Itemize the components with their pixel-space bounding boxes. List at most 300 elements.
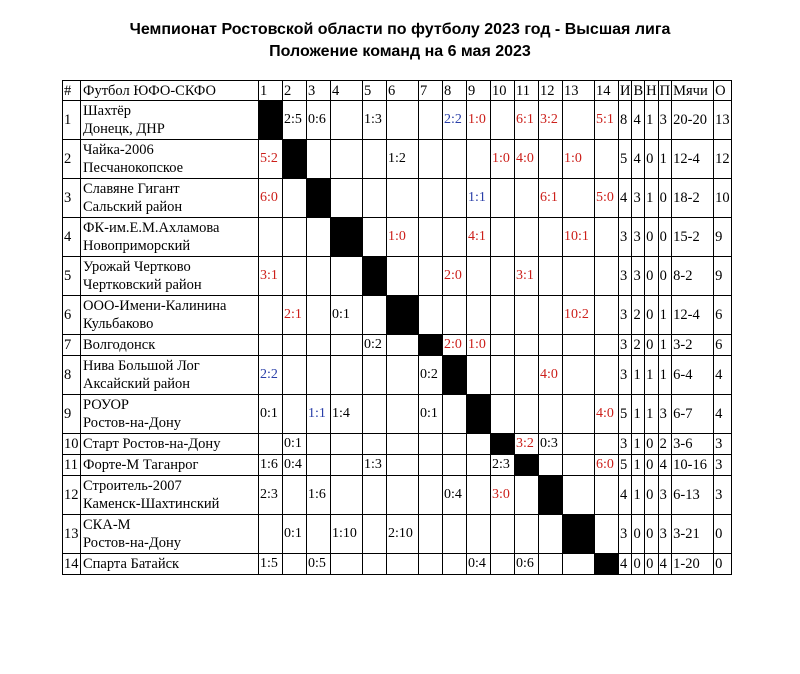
match-score: 3:2 (516, 436, 534, 451)
match-score: 6:0 (596, 457, 614, 472)
goals: 6-7 (672, 395, 714, 434)
diagonal-cell (491, 434, 515, 455)
games-played: 4 (619, 476, 632, 515)
column-header: Футбол ЮФО-СКФО (81, 81, 259, 101)
score-cell (443, 455, 467, 476)
score-cell (307, 140, 331, 179)
score-cell (259, 395, 283, 434)
games-played: 5 (619, 140, 632, 179)
score-cell (307, 476, 331, 515)
score-cell (363, 515, 387, 554)
match-score: 1:10 (332, 526, 357, 541)
games-played: 3 (619, 335, 632, 356)
goals: 12-4 (672, 140, 714, 179)
draws: 0 (645, 434, 658, 455)
score-cell (539, 140, 563, 179)
score-cell (259, 218, 283, 257)
score-cell (443, 101, 467, 140)
match-score: 3:1 (516, 268, 534, 283)
games-played: 3 (619, 434, 632, 455)
score-cell (419, 476, 443, 515)
score-cell (283, 476, 307, 515)
score-cell (515, 476, 539, 515)
wins: 4 (632, 140, 645, 179)
team-name-line2: Каменск-Шахтинский (83, 496, 220, 512)
draws: 0 (645, 218, 658, 257)
score-cell (419, 101, 443, 140)
score-cell (515, 395, 539, 434)
match-score: 3:1 (260, 268, 278, 283)
header-row (63, 81, 732, 101)
points: 3 (714, 434, 732, 455)
goals: 20-20 (672, 101, 714, 140)
score-cell (563, 296, 595, 335)
table-row (63, 179, 732, 218)
score-cell (331, 335, 363, 356)
score-cell (563, 554, 595, 575)
position-number: 9 (63, 395, 81, 434)
team-name-line2: Донецк, ДНР (83, 121, 165, 137)
score-cell (387, 218, 419, 257)
games-played: 5 (619, 395, 632, 434)
column-header: В (633, 82, 644, 99)
score-cell (259, 335, 283, 356)
score-cell (419, 356, 443, 395)
team-name (81, 257, 259, 296)
score-cell (283, 335, 307, 356)
score-cell (515, 218, 539, 257)
team-name (81, 101, 259, 140)
draws: 0 (645, 455, 658, 476)
score-cell (443, 179, 467, 218)
score-cell (443, 395, 467, 434)
team-name-line2: Новоприморский (83, 238, 191, 254)
score-cell (307, 296, 331, 335)
match-score: 1:0 (468, 112, 486, 127)
score-cell (595, 515, 619, 554)
match-score: 10:1 (564, 229, 589, 244)
draws: 1 (645, 179, 658, 218)
score-cell (563, 218, 595, 257)
score-cell (387, 140, 419, 179)
score-cell (283, 455, 307, 476)
column-header: 6 (387, 81, 419, 101)
losses: 3 (658, 395, 671, 434)
diagonal-cell (259, 101, 283, 140)
table-row (63, 296, 732, 335)
score-cell (331, 296, 363, 335)
team-name (81, 455, 259, 476)
diagonal-cell (419, 335, 443, 356)
score-cell (515, 434, 539, 455)
score-cell (363, 179, 387, 218)
position-number: 12 (63, 476, 81, 515)
points: 9 (714, 218, 732, 257)
score-cell (563, 101, 595, 140)
match-score: 2:2 (260, 367, 278, 382)
score-cell (307, 434, 331, 455)
page-title: Чемпионат Ростовской области по футболу 2023 год - Высшая лига (129, 21, 671, 38)
column-header: П (659, 82, 671, 99)
losses: 4 (658, 554, 671, 575)
position-number: 6 (63, 296, 81, 335)
score-cell (363, 218, 387, 257)
draws: 0 (645, 140, 658, 179)
score-cell (259, 476, 283, 515)
games-played: 3 (619, 356, 632, 395)
team-name-line1: Спарта Батайск (83, 556, 180, 572)
team-name-line2: Ростов-на-Дону (83, 535, 181, 551)
match-score: 2:3 (260, 487, 278, 502)
match-score: 0:4 (284, 457, 302, 472)
score-cell (467, 356, 491, 395)
match-score: 1:0 (492, 151, 510, 166)
score-cell (491, 179, 515, 218)
score-cell (491, 218, 515, 257)
match-score: 0:1 (284, 436, 302, 451)
score-cell (595, 218, 619, 257)
score-cell (387, 257, 419, 296)
score-cell (539, 515, 563, 554)
score-cell (563, 257, 595, 296)
match-score: 3:2 (540, 112, 558, 127)
match-score: 0:5 (308, 556, 326, 571)
table-row (63, 335, 732, 356)
column-header: 12 (539, 81, 563, 101)
score-cell (307, 395, 331, 434)
score-cell (387, 476, 419, 515)
match-score: 2:1 (284, 307, 302, 322)
losses: 3 (658, 476, 671, 515)
column-header: Н (646, 82, 657, 99)
score-cell (419, 140, 443, 179)
score-cell (515, 179, 539, 218)
score-cell (283, 179, 307, 218)
score-cell (307, 554, 331, 575)
score-cell (307, 218, 331, 257)
score-cell (515, 335, 539, 356)
score-cell (595, 140, 619, 179)
score-cell (467, 179, 491, 218)
column-header: О (714, 81, 732, 101)
match-score: 0:1 (332, 307, 350, 322)
score-cell (307, 515, 331, 554)
column-header: И (620, 82, 631, 99)
score-cell (595, 296, 619, 335)
score-cell (539, 218, 563, 257)
goals: 10-16 (672, 455, 714, 476)
points: 4 (714, 356, 732, 395)
draws: 0 (645, 476, 658, 515)
score-cell (491, 335, 515, 356)
score-cell (307, 356, 331, 395)
wins: 3 (632, 179, 645, 218)
diagonal-cell (307, 179, 331, 218)
team-name-line1: Волгодонск (83, 337, 156, 353)
points: 13 (714, 101, 732, 140)
wins: 2 (632, 296, 645, 335)
score-cell (363, 434, 387, 455)
table-row (63, 356, 732, 395)
team-name-line1: Славяне Гигант (83, 181, 180, 197)
score-cell (331, 434, 363, 455)
score-cell (283, 101, 307, 140)
score-cell (387, 395, 419, 434)
score-cell (331, 101, 363, 140)
team-name (81, 179, 259, 218)
diagonal-cell (467, 395, 491, 434)
page-subtitle: Положение команд на 6 мая 2023 (269, 43, 531, 60)
score-cell (539, 335, 563, 356)
column-header: 5 (363, 81, 387, 101)
goals: 3-2 (672, 335, 714, 356)
table-row (63, 257, 732, 296)
goals: 1-20 (672, 554, 714, 575)
match-score: 6:1 (516, 112, 534, 127)
games-played: 3 (619, 257, 632, 296)
match-score: 5:1 (596, 112, 614, 127)
score-cell (307, 455, 331, 476)
goals: 12-4 (672, 296, 714, 335)
goals: 3-21 (672, 515, 714, 554)
score-cell (491, 554, 515, 575)
table-row (63, 218, 732, 257)
points: 3 (714, 476, 732, 515)
score-cell (307, 101, 331, 140)
score-cell (419, 296, 443, 335)
wins: 4 (632, 101, 645, 140)
score-cell (331, 554, 363, 575)
match-score: 1:3 (364, 112, 382, 127)
column-header: 9 (467, 81, 491, 101)
match-score: 2:2 (444, 112, 462, 127)
diagonal-cell (283, 140, 307, 179)
match-score: 1:4 (332, 406, 350, 421)
match-score: 3:0 (492, 487, 510, 502)
score-cell (283, 218, 307, 257)
score-cell (259, 515, 283, 554)
score-cell (515, 554, 539, 575)
score-cell (283, 434, 307, 455)
score-cell (539, 395, 563, 434)
score-cell (443, 218, 467, 257)
losses: 2 (658, 434, 671, 455)
score-cell (331, 257, 363, 296)
score-cell (595, 476, 619, 515)
score-cell (539, 296, 563, 335)
losses: 1 (658, 335, 671, 356)
column-header: 7 (419, 81, 443, 101)
losses: 4 (658, 455, 671, 476)
score-cell (419, 434, 443, 455)
score-cell (563, 179, 595, 218)
position-number: 13 (63, 515, 81, 554)
match-score: 0:1 (260, 406, 278, 421)
score-cell (259, 455, 283, 476)
score-cell (363, 356, 387, 395)
position-number: 5 (63, 257, 81, 296)
match-score: 6:1 (540, 190, 558, 205)
table-row (63, 140, 732, 179)
team-name (81, 434, 259, 455)
team-name-line1: Нива Большой Лог (83, 358, 200, 374)
team-name-line2: Ростов-на-Дону (83, 415, 181, 431)
score-cell (387, 434, 419, 455)
position-number: 14 (63, 554, 81, 575)
wins: 0 (632, 515, 645, 554)
score-cell (387, 356, 419, 395)
score-cell (595, 434, 619, 455)
column-header: # (63, 81, 81, 101)
team-name (81, 218, 259, 257)
score-cell (515, 515, 539, 554)
score-cell (387, 515, 419, 554)
score-cell (467, 455, 491, 476)
score-cell (467, 296, 491, 335)
score-cell (387, 554, 419, 575)
team-name (81, 554, 259, 575)
points: 10 (714, 179, 732, 218)
wins: 1 (632, 434, 645, 455)
draws: 1 (645, 395, 658, 434)
score-cell (467, 257, 491, 296)
diagonal-cell (515, 455, 539, 476)
team-name-line2: Песчанокопское (83, 160, 184, 176)
score-cell (283, 356, 307, 395)
diagonal-cell (331, 218, 363, 257)
score-cell (443, 296, 467, 335)
score-cell (563, 395, 595, 434)
match-score: 0:1 (284, 526, 302, 541)
team-name-line1: РОУОР (83, 397, 129, 413)
score-cell (539, 434, 563, 455)
games-played: 4 (619, 554, 632, 575)
score-cell (539, 554, 563, 575)
score-cell (467, 515, 491, 554)
score-cell (331, 356, 363, 395)
match-score: 2:10 (388, 526, 413, 541)
score-cell (595, 179, 619, 218)
match-score: 4:0 (540, 367, 558, 382)
score-cell (539, 356, 563, 395)
draws: 0 (645, 515, 658, 554)
position-number: 10 (63, 434, 81, 455)
points: 0 (714, 554, 732, 575)
match-score: 1:3 (364, 457, 382, 472)
team-name-line1: Старт Ростов-на-Дону (83, 436, 221, 452)
losses: 0 (658, 257, 671, 296)
score-cell (443, 515, 467, 554)
position-number: 4 (63, 218, 81, 257)
score-cell (331, 476, 363, 515)
team-name (81, 296, 259, 335)
table-row (63, 101, 732, 140)
score-cell (491, 395, 515, 434)
score-cell (443, 476, 467, 515)
team-name-line1: Строитель-2007 (83, 478, 182, 494)
points: 3 (714, 455, 732, 476)
losses: 0 (658, 218, 671, 257)
score-cell (283, 515, 307, 554)
column-header: 3 (307, 81, 331, 101)
score-cell (491, 257, 515, 296)
score-cell (283, 296, 307, 335)
score-cell (307, 257, 331, 296)
score-cell (563, 476, 595, 515)
score-cell (331, 455, 363, 476)
points: 4 (714, 395, 732, 434)
score-cell (491, 140, 515, 179)
score-cell (563, 455, 595, 476)
wins: 2 (632, 335, 645, 356)
match-score: 2:0 (444, 337, 462, 352)
score-cell (467, 218, 491, 257)
match-score: 1:2 (388, 151, 406, 166)
score-cell (539, 101, 563, 140)
score-cell (595, 455, 619, 476)
score-cell (491, 455, 515, 476)
wins: 1 (632, 395, 645, 434)
match-score: 1:0 (468, 337, 486, 352)
score-cell (331, 179, 363, 218)
wins: 3 (632, 257, 645, 296)
draws: 0 (645, 554, 658, 575)
standings-table (62, 80, 732, 575)
score-cell (491, 356, 515, 395)
column-header: 8 (443, 81, 467, 101)
position-number: 8 (63, 356, 81, 395)
score-cell (515, 296, 539, 335)
position-number: 11 (63, 455, 81, 476)
score-cell (331, 395, 363, 434)
score-cell (259, 140, 283, 179)
match-score: 1:5 (260, 556, 278, 571)
points: 0 (714, 515, 732, 554)
wins: 3 (632, 218, 645, 257)
score-cell (363, 455, 387, 476)
score-cell (419, 395, 443, 434)
score-cell (387, 179, 419, 218)
table-row (63, 554, 732, 575)
wins: 1 (632, 476, 645, 515)
score-cell (259, 179, 283, 218)
games-played: 3 (619, 515, 632, 554)
score-cell (563, 356, 595, 395)
diagonal-cell (563, 515, 595, 554)
games-played: 3 (619, 296, 632, 335)
diagonal-cell (539, 476, 563, 515)
score-cell (363, 296, 387, 335)
score-cell (563, 434, 595, 455)
score-cell (419, 455, 443, 476)
score-cell (515, 101, 539, 140)
score-cell (539, 257, 563, 296)
team-name-line1: ФК-им.Е.М.Ахламова (83, 220, 220, 236)
goals: 3-6 (672, 434, 714, 455)
team-name (81, 476, 259, 515)
score-cell (515, 257, 539, 296)
score-cell (443, 434, 467, 455)
team-name-line2: Кульбаково (83, 316, 154, 332)
points: 9 (714, 257, 732, 296)
match-score: 5:2 (260, 151, 278, 166)
position-number: 3 (63, 179, 81, 218)
position-number: 1 (63, 101, 81, 140)
score-cell (331, 140, 363, 179)
match-score: 0:6 (516, 556, 534, 571)
score-cell (515, 356, 539, 395)
score-cell (363, 554, 387, 575)
